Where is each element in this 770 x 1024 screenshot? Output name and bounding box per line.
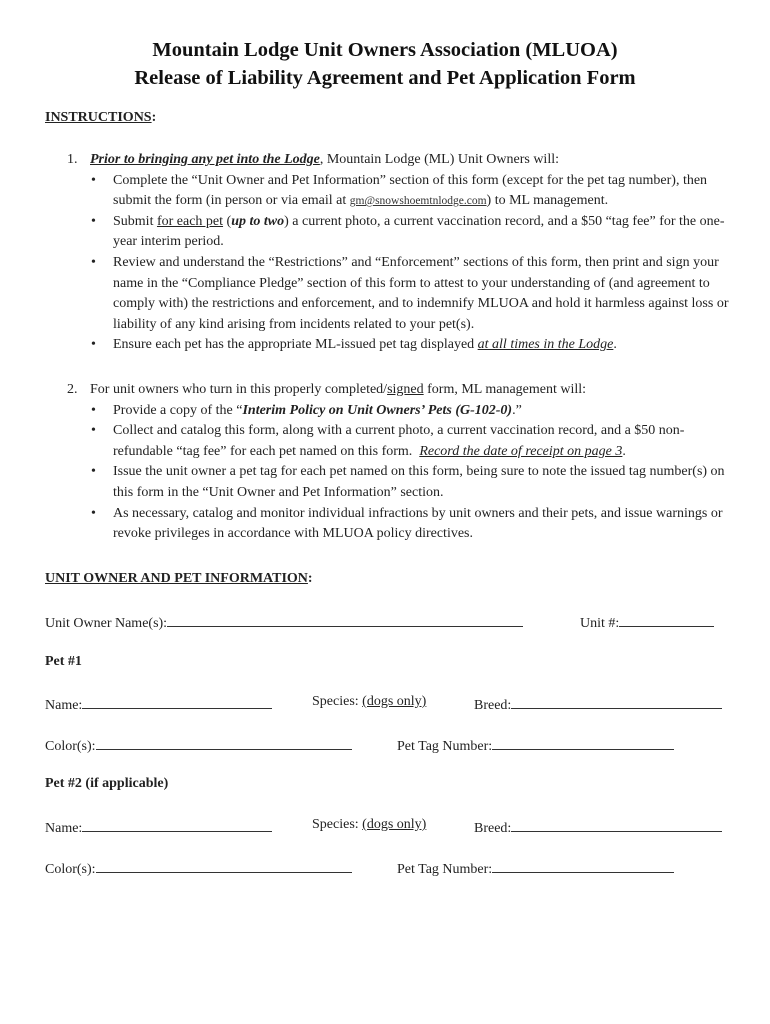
unit-number-field[interactable]	[580, 612, 714, 632]
owner-name-label: Unit Owner Name(s):	[45, 616, 168, 631]
pet-1-name-field[interactable]	[45, 694, 272, 714]
item-1-bullet-4-text: Ensure each pet has the appropriate ML-issued pet tag displayed	[113, 337, 478, 353]
pet-2-species-value: (dogs only)	[362, 817, 427, 832]
owner-section-heading	[45, 571, 313, 587]
email-link[interactable]: gm@snowshoemtnlodge.com	[349, 195, 487, 208]
item-1-bullet-1	[113, 171, 735, 212]
instruction-item-2	[45, 380, 735, 545]
instructions-heading	[45, 110, 156, 126]
owner-name-line[interactable]	[167, 612, 523, 627]
pet-2-species	[312, 817, 426, 833]
pet-2-color-line[interactable]	[96, 858, 352, 873]
item-2-bullet-2-emphasis: Record the date of receipt on page 3	[419, 443, 623, 459]
pet-1-breed-field[interactable]	[474, 694, 722, 714]
item-2-lead-text: For unit owners who turn in this properly completed/	[90, 382, 388, 397]
pet-1-tag-label: Pet Tag Number:	[397, 739, 493, 754]
pet-2-species-label: Species:	[312, 817, 363, 832]
pet-1-color-field[interactable]	[45, 735, 352, 755]
pet-2-breed-field[interactable]	[474, 817, 722, 837]
pet-2-tag-label: Pet Tag Number:	[397, 862, 493, 877]
owner-section-heading-colon: :	[307, 571, 313, 586]
pet-1-color-label: Color(s):	[45, 739, 96, 754]
item-1-bullet-1-end: ) to ML management.	[486, 193, 609, 209]
item-2-bullet-3: • Issue the unit owner a pet tag for each pet named on this form, being sure to note the issued tag number(s) on this form in the “Unit Owner and Pet Information” section.	[113, 462, 735, 503]
item-1-lead-rest: , Mountain Lodge (ML) Unit Owners will:	[319, 152, 559, 167]
title-line-1: Mountain Lodge Unit Owners Association (MLUOA)	[152, 39, 618, 61]
item-2-lead-end: form, ML management will:	[423, 382, 587, 397]
unit-number-line[interactable]	[619, 612, 714, 627]
pet-1-name-label: Name:	[45, 698, 83, 713]
owner-name-field[interactable]	[45, 612, 523, 632]
item-2-bullet-2-end: .	[622, 443, 626, 459]
pet-1-name-line[interactable]	[82, 694, 272, 709]
item-2-bullet-4: • As necessary, catalog and monitor individual infractions by unit owners and their pets, and issue warnings or revoke privileges in accordance with MLUOA policy directives.	[113, 504, 735, 545]
instructions-heading-text: INSTRUCTIONS	[45, 110, 152, 125]
pet-1-species	[312, 694, 426, 710]
pet-2-tag-line[interactable]	[492, 858, 674, 873]
pet-2-color-label: Color(s):	[45, 862, 96, 877]
item-1-bullet-2-end: ) a current photo, a current vaccination record, and a $50 “tag fee” for the one-year interim period.	[113, 213, 725, 250]
pet-2-breed-line[interactable]	[511, 817, 722, 832]
item-1-bullet-4-emphasis: at all times in the Lodge	[477, 337, 614, 353]
pet-2-name-field[interactable]	[45, 817, 272, 837]
pet-1-breed-label: Breed:	[474, 698, 512, 713]
item-1-bullet-2	[113, 212, 735, 253]
item-1-bullet-4-end: .	[613, 337, 617, 353]
pet-1-breed-line[interactable]	[511, 694, 722, 709]
item-2-number: 2.	[67, 382, 78, 397]
item-1-bullet-1-text: Complete the “Unit Owner and Pet Information” section of this form (except for the pet tag number), then submit the form (in person or via email at	[113, 172, 708, 209]
item-2-bullets	[45, 401, 735, 545]
item-1-bullet-2-emphasis: up to two	[231, 213, 285, 229]
pet-2-name-label: Name:	[45, 821, 83, 836]
title-line-2: Release of Liability Agreement and Pet Application Form	[134, 67, 636, 89]
pet-2-tag-field[interactable]	[397, 858, 674, 878]
item-2-bullet-1-text: Provide a copy of the “	[113, 402, 243, 418]
owner-section-heading-text: UNIT OWNER AND PET INFORMATION	[45, 571, 308, 586]
item-2-bullet-2	[113, 421, 735, 462]
document-title	[0, 36, 770, 92]
pet-2-breed-label: Breed:	[474, 821, 512, 836]
item-2-lead	[90, 380, 735, 401]
pet-1-heading: Pet #1	[45, 654, 82, 669]
instructions-heading-colon: :	[151, 110, 157, 125]
pet-2-name-line[interactable]	[82, 817, 272, 832]
item-2-bullet-2-text: Collect and catalog this form, along with a current photo, a current vaccination record, and a $50 non-refundable “tag fee” for each pet named on this form.	[113, 423, 685, 459]
instruction-item-1	[45, 150, 735, 356]
pet-1-tag-line[interactable]	[492, 735, 674, 750]
pet-1-color-line[interactable]	[96, 735, 352, 750]
item-2-bullet-1-emphasis: Interim Policy on Unit Owners’ Pets (G-102-0)	[242, 402, 513, 418]
pet-2-color-field[interactable]	[45, 858, 352, 878]
pet-2-heading: Pet #2 (if applicable)	[45, 776, 169, 791]
item-1-bullets	[45, 171, 735, 356]
item-1-bullet-2-text: Submit	[113, 213, 157, 229]
item-1-lead	[90, 150, 735, 171]
item-1-bullet-2-paren: (	[223, 213, 232, 229]
pet-1-tag-field[interactable]	[397, 735, 674, 755]
item-1-bullet-2-underline: for each pet	[156, 213, 224, 229]
pet-1-species-value: (dogs only)	[362, 694, 427, 709]
item-1-bullet-3: • Review and understand the “Restrictions” and “Enforcement” sections of this form, then print and sign your name in the “Compliance Pledge” section of this form to attest to your understanding of (and agreement to comply with) the restrictions and enforcement, and to indemnify MLUOA and hold it harmless against loss or liability of any kind arising from incidents related to your pet(s).	[113, 253, 735, 335]
item-2-bullet-1-end: .”	[512, 402, 522, 418]
item-1-lead-emphasis: Prior to bringing any pet into the Lodge	[90, 152, 320, 167]
pet-1-species-label: Species:	[312, 694, 363, 709]
item-2-lead-underline: signed	[387, 382, 424, 397]
item-1-number: 1.	[67, 152, 78, 167]
unit-number-label: Unit #:	[580, 616, 620, 631]
item-1-bullet-4	[113, 335, 735, 356]
item-2-bullet-1	[113, 401, 735, 422]
